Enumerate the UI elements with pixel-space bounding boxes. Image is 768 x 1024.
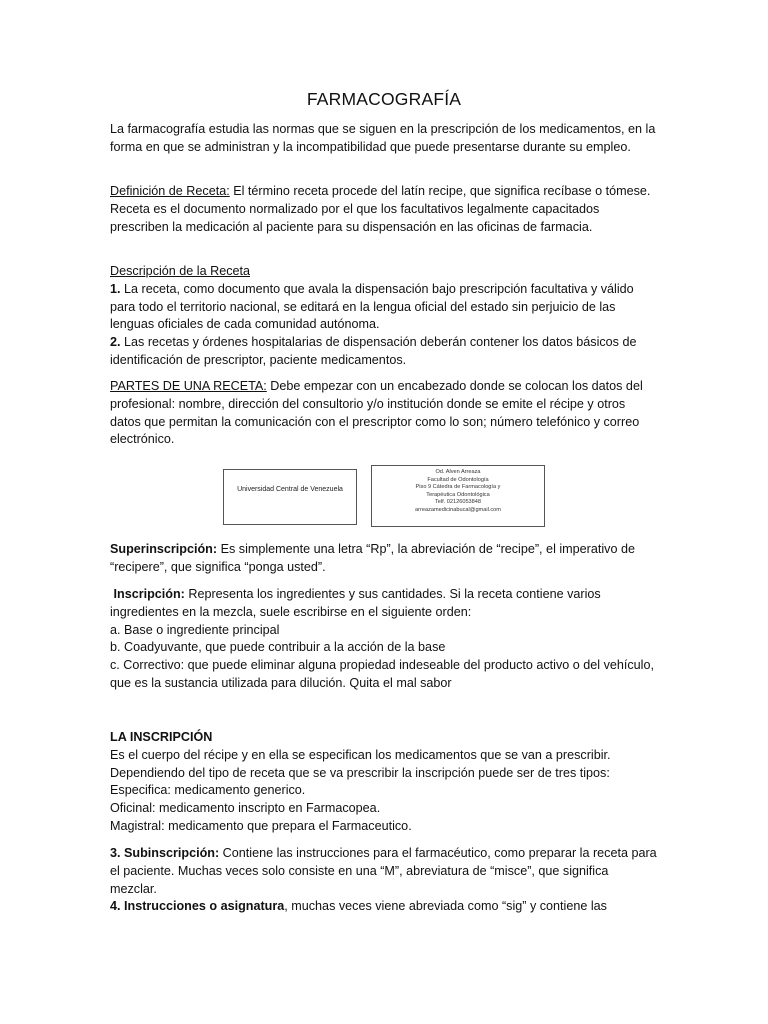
email: arreazamedicinabucal@gmail.com bbox=[415, 506, 501, 513]
la-inscripcion-line-4: Oficinal: medicamento inscripto en Farmacopea. bbox=[110, 801, 381, 816]
page-title: FARMACOGRAFÍA bbox=[306, 89, 462, 109]
department: Piso 9 Cátedra de Farmacología y bbox=[415, 484, 501, 491]
subinscripcion-section bbox=[110, 845, 658, 916]
doctor-card-lines bbox=[372, 469, 544, 515]
definicion-label: Definición de Receta: bbox=[110, 184, 230, 198]
la-inscripcion-line-2: Dependiendo del tipo de receta que se va prescribir la inscripción puede ser de tres tipos: bbox=[110, 765, 610, 780]
instrucciones-text: , muchas veces viene abreviada como “sig” y contiene las bbox=[284, 899, 607, 914]
la-inscripcion-line-5: Magistral: medicamento que prepara el Farmaceutico. bbox=[110, 818, 412, 833]
inscripcion-label: Inscripción: bbox=[113, 587, 185, 601]
instrucciones-label: 4. Instrucciones o asignatura bbox=[110, 899, 285, 914]
la-inscripcion-line-1: Es el cuerpo del récipe y en ella se especifican los medicamentos que se van a prescribir. bbox=[110, 747, 611, 762]
la-inscripcion-section bbox=[110, 729, 658, 836]
faculty: Facultad de Odontología bbox=[427, 476, 489, 483]
superinscripcion-label: Superinscripción: bbox=[110, 542, 218, 556]
la-inscripcion-heading: LA INSCRIPCIÓN bbox=[110, 730, 213, 744]
doctor-card bbox=[371, 465, 545, 527]
descripcion-item-2 bbox=[110, 334, 658, 370]
la-inscripcion-line-3: Especifica: medicamento generico. bbox=[110, 783, 306, 798]
descripcion-section bbox=[110, 263, 658, 370]
doctor-name: Od. Alven Arreaza bbox=[435, 469, 481, 475]
partes-text: Debe empezar con un encabezado donde se colocan los datos del profesional: nombre, dirección del consultorio y/o institución donde se emite el récipe y otros datos que permitan la comunicación con el prescriptor como lo son; número telefónico y correo electrónico. bbox=[110, 379, 643, 447]
prescription-header-examples bbox=[0, 465, 768, 531]
definicion-text: El término receta procede del latín recipe, que significa recíbase o tómese. Receta es el documento normalizado por el que los facultativos legalmente capacitados prescriben la medicación al paciente para su dispensación en las oficinas de farmacia. bbox=[110, 184, 651, 234]
inscripcion-item-b: b. Coadyuvante, que puede contribuir a la acción de la base bbox=[110, 640, 446, 655]
university-name: Universidad Central de Venezuela bbox=[237, 486, 343, 493]
inscripcion-text: Representa los ingredientes y sus cantidades. Si la receta contiene varios ingredientes en la mezcla, suele escribirse en el siguiente orden: bbox=[110, 587, 601, 619]
superinscripcion-paragraph bbox=[110, 541, 658, 577]
partes-paragraph bbox=[110, 378, 658, 449]
phone: Telf. 02126053848 bbox=[434, 499, 482, 506]
partes-label: PARTES DE UNA RECETA: bbox=[110, 379, 267, 393]
inscripcion-item-c: c. Correctivo: que puede eliminar alguna propiedad indeseable del producto activo o del vehículo, que es la sustancia utilizada para dilución. Quita el mal sabor bbox=[110, 658, 654, 690]
descripcion-item-1 bbox=[110, 281, 658, 334]
superinscripcion-text: Es simplemente una letra “Rp”, la abreviación de “recipe”, el imperativo de “recipere”, que significa “ponga usted”. bbox=[110, 542, 635, 574]
definicion-paragraph bbox=[110, 183, 658, 236]
item-number: 1. bbox=[110, 281, 121, 296]
department-2: Terapéutica Odontológica bbox=[426, 491, 490, 498]
intro-text: La farmacografía estudia las normas que se siguen en la prescripción de los medicamentos, en la forma en que se administran y la incompatibilidad que puede presentarse durante su empleo. bbox=[110, 122, 656, 154]
item-text: Las recetas y órdenes hospitalarias de dispensación deberán contener los datos básicos de identificación de prescriptor, paciente medicamentos. bbox=[110, 335, 637, 367]
inscripcion-item-a: a. Base o ingrediente principal bbox=[110, 622, 280, 637]
subinscripcion-label: 3. Subinscripción: bbox=[110, 846, 220, 860]
descripcion-heading: Descripción de la Receta bbox=[110, 264, 251, 278]
subinscripcion-text: Contiene las instrucciones para el farmacéutico, como preparar la receta para el paciente. Muchas veces solo consiste en una “M”, abreviatura de “misce”, que significa mezclar. bbox=[110, 846, 657, 896]
item-text: La receta, como documento que avala la dispensación bajo prescripción facultativa y válido para todo el territorio nacional, se editará en la lengua oficial del estado sin perjuicio de las lenguas oficiales de cada comunidad autónoma. bbox=[110, 281, 634, 332]
item-number: 2. bbox=[110, 335, 121, 350]
inscripcion-section bbox=[110, 586, 658, 693]
intro-paragraph bbox=[110, 121, 658, 157]
university-card bbox=[223, 469, 357, 525]
